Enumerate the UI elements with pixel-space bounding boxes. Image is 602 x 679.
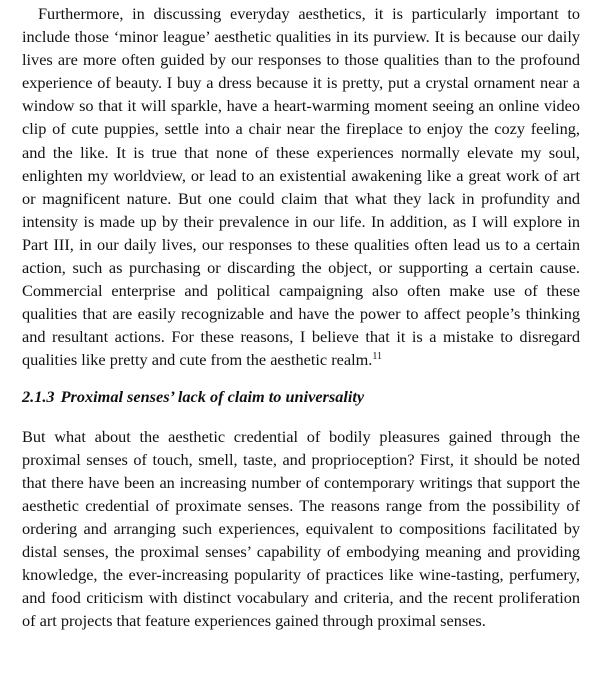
section-number: 2.1.3 — [22, 386, 55, 406]
section-title: Proximal senses’ lack of claim to universality — [60, 386, 365, 406]
body-paragraph-1 — [22, 0, 580, 372]
page-body — [22, 0, 580, 632]
body-paragraph-2 — [22, 425, 580, 633]
paragraph-1-text: Furthermore, in discussing everyday aesthetics, it is particularly important to include those ‘minor league’ aesthetic qualities in its purview. It is because our daily lives are more often guided by our responses to those qualities than to the profound experience of beauty. I buy a dress because it is pretty, put a crystal ornament near a window so that it will sparkle, have a heart-warming moment seeing an online video clip of cute puppies, settle into a chair near the fireplace to enjoy the cozy feeling, and the like. It is true that none of these experiences normally elevate my soul, enlighten my worldview, or lead to an existential awakening like a great work of art or magnificent nature. But one could claim that what they lack in profundity and intensity is made up by their prevalence in our life. In addition, as I will explore in Part III, in our daily lives, our responses to these qualities often lead us to a certain action, such as purchasing or discarding the object, or supporting a certain cause. Commercial enterprise and political campaigning also often make use of these qualities that are easily recognizable and have the power to affect people’s thinking and resultant actions. For these reasons, I believe that it is a mistake to disregard qualities like pretty and cute from the aesthetic realm. — [22, 4, 580, 370]
footnote-reference[interactable]: 11 — [372, 351, 383, 363]
section-heading — [22, 386, 580, 408]
paragraph-2-text: But what about the aesthetic credential of bodily pleasures gained through the proximal senses of touch, smell, taste, and proprioception? First, it should be noted that there have been an increasing number of contemporary writings that support the aesthetic credential of proximate senses. The reasons range from the possibility of ordering and arranging such experiences, equivalent to compositions facilitated by distal senses, the proximal senses’ capability of embodying meaning and providing knowledge, the ever-increasing popularity of practices like wine-tasting, perfumery, and food criticism with distinct vocabulary and criteria, and the recent proliferation of art projects that feature experiences gained through proximal senses. — [22, 426, 580, 631]
